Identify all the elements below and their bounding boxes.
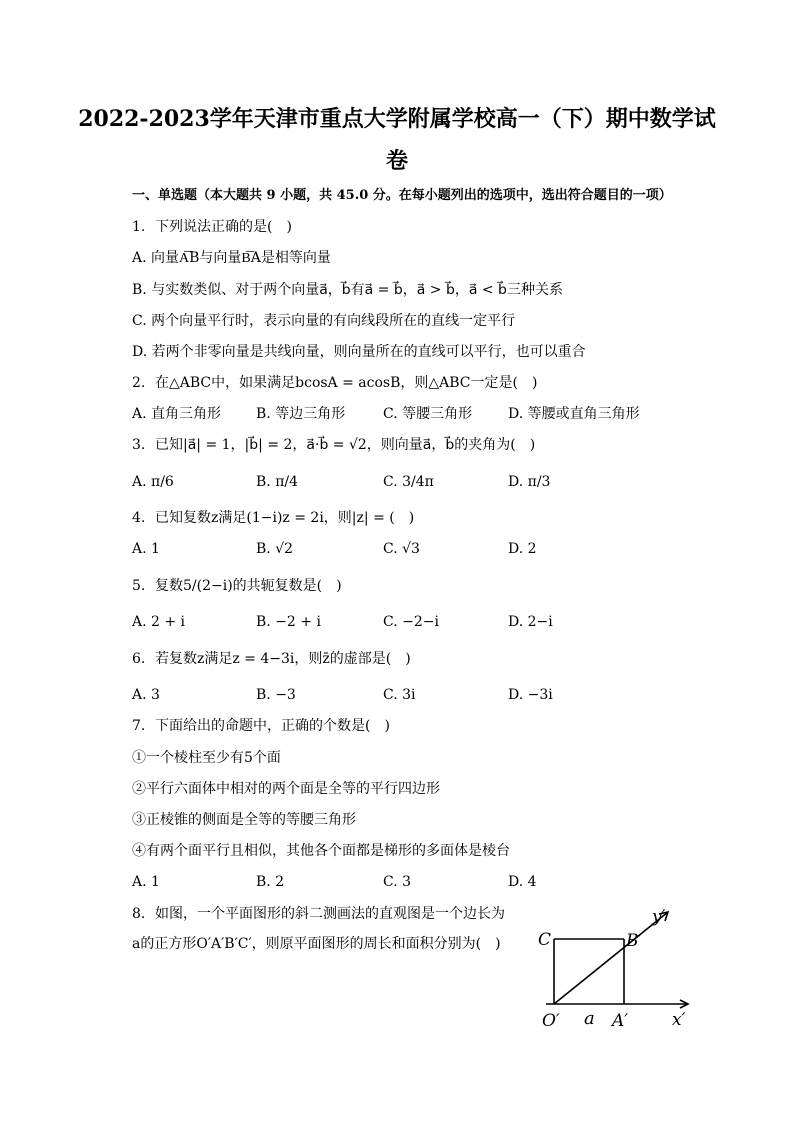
q6-number: 6. [132, 651, 146, 667]
section1-header: 一、单选题（本大题共 9 小题，共 45.0 分。在每小题列出的选项中，选出符合题目的一项） [132, 188, 672, 203]
q1-option-a: A. 向量A͞B与向量B͞A是相等向量 [132, 250, 331, 266]
q7-statement-1: ①一个棱柱至少有5个面 [132, 750, 281, 766]
q1-option-b: B. 与实数类似、对于两个向量a⃗，b⃗有a⃗ = b⃗，a⃗ > b⃗，a⃗ < b⃗三种关系 [132, 282, 563, 298]
q1-option-d: D. 若两个非零向量是共线向量，则向量所在的直线可以平行，也可以重合 [132, 344, 586, 360]
q8-square-diagram [520, 900, 700, 1040]
q7-option-c: C. 3 [383, 874, 412, 890]
q7-text: 下面给出的命题中，正确的个数是( ) [155, 718, 390, 734]
q7-option-b: B. 2 [256, 874, 285, 890]
q2-option-c: C. 等腰三角形 [383, 406, 473, 422]
q8-text-line2: a的正方形O′A′B′C′，则原平面图形的周长和面积分别为( ) [132, 936, 501, 952]
q3-option-d: D. π/3 [508, 474, 551, 490]
q4-option-c: C. √3 [383, 541, 420, 557]
q3-number: 3. [132, 437, 146, 453]
q5-text: 复数5/(2−i)的共轭复数是( ) [155, 578, 342, 594]
q7-statement-3: ③正棱锥的侧面是全等的等腰三角形 [132, 812, 356, 828]
q2-number: 2. [132, 375, 146, 391]
label-o-prime: O′ [542, 1011, 560, 1031]
q5-option-d: D. 2−i [508, 614, 553, 630]
q6-option-c: C. 3i [383, 687, 416, 703]
exam-title-line2: 卷 [385, 148, 408, 174]
q3-text: 已知|a⃗| = 1，|b⃗| = 2，a⃗·b⃗ = √2，则向量a⃗，b⃗的夹角为( ) [155, 437, 536, 453]
q1-option-c: C. 两个向量平行时，表示向量的有向线段所在的直线一定平行 [132, 313, 516, 329]
q4-option-a: A. 1 [132, 541, 160, 557]
q4-option-b: B. √2 [256, 541, 294, 557]
q7-statement-4: ④有两个面平行且相似，其他各个面都是梯形的多面体是棱台 [132, 843, 510, 859]
q3-option-a: A. π/6 [132, 474, 174, 490]
q3-option-b: B. π/4 [256, 474, 299, 490]
q7-option-a: A. 1 [132, 874, 160, 890]
q5-option-b: B. −2 + i [256, 614, 321, 630]
q4-text: 已知复数z满足(1−i)z = 2i，则|z| = ( ) [155, 510, 415, 526]
label-b-prime: B′ [626, 931, 643, 951]
label-x-prime: x′ [672, 1010, 686, 1030]
q7-number: 7. [132, 718, 146, 734]
q8-number: 8. [132, 906, 146, 922]
q7-option-d: D. 4 [508, 874, 537, 890]
q5-option-a: A. 2 + i [132, 614, 186, 630]
q2-option-d: D. 等腰或直角三角形 [508, 406, 640, 422]
label-c: C [538, 930, 552, 950]
q6-option-d: D. −3i [508, 687, 553, 703]
q2-option-a: A. 直角三角形 [132, 406, 222, 422]
exam-title-line1: 2022-2023学年天津市重点大学附属学校高一（下）期中数学试 [78, 106, 716, 132]
label-y-prime: y′ [652, 907, 666, 927]
q8-text-line1: 如图，一个平面图形的斜二测画法的直观图是一个边长为 [155, 906, 505, 922]
q2-text: 在△ABC中，如果满足bcosA = acosB，则△ABC一定是( ) [155, 375, 538, 391]
label-a-length: a [584, 1008, 595, 1029]
q7-statement-2: ②平行六面体中相对的两个面是全等的平行四边形 [132, 781, 440, 797]
q4-number: 4. [132, 510, 146, 526]
q3-option-c: C. 3/4π [383, 474, 434, 490]
q5-number: 5. [132, 578, 146, 594]
q1-number: 1. [132, 219, 146, 235]
q6-option-b: B. −3 [256, 687, 296, 703]
label-a-prime: A′ [612, 1011, 629, 1031]
y-axis [554, 912, 668, 1004]
q6-option-a: A. 3 [132, 687, 160, 703]
q1-text: 下列说法正确的是( ) [155, 219, 292, 235]
q6-text: 若复数z满足z = 4−3i，则z̄的虚部是( ) [155, 651, 411, 667]
q5-option-c: C. −2−i [383, 614, 439, 630]
q2-option-b: B. 等边三角形 [256, 406, 346, 422]
q4-option-d: D. 2 [508, 541, 537, 557]
